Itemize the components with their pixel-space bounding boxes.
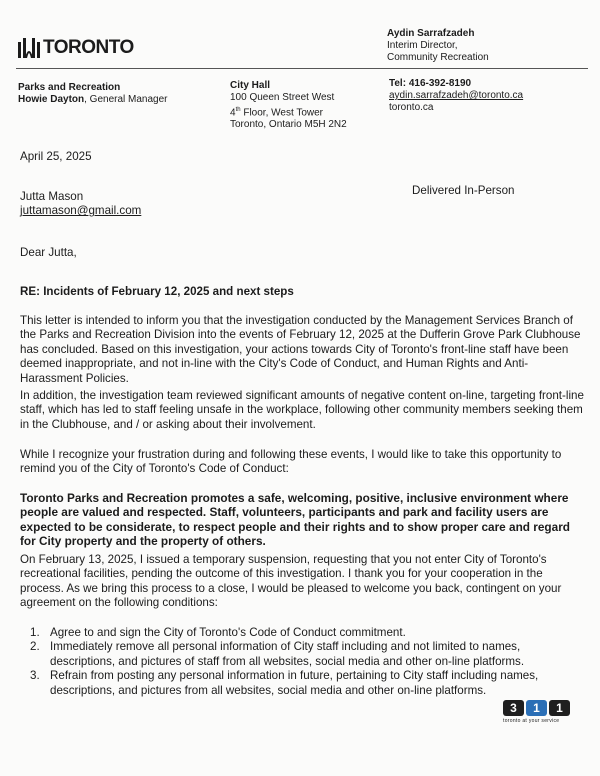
division-block xyxy=(18,82,168,106)
address-line-3: Toronto, Ontario M5H 2N2 xyxy=(230,119,347,131)
manager-name: Howie Dayton xyxy=(18,94,85,105)
code-of-conduct-statement: Toronto Parks and Recreation promotes a safe, welcoming, positive, inclusive environment where people are valued and respected. Staff, volunteers, participants and park and facility users are expected to be considerate, to respect people and their rights and to show proper care and regard for City property and the property of others. xyxy=(20,491,570,549)
manager-title: , General Manager xyxy=(84,94,168,105)
recipient-email-link[interactable]: juttamason@gmail.com xyxy=(20,204,142,218)
badge-tagline: toronto at your service xyxy=(503,718,560,724)
list-number: 3. xyxy=(30,669,40,683)
three-one-one-badge xyxy=(503,700,570,724)
paragraph-online-content xyxy=(20,389,586,432)
division-name: Parks and Recreation xyxy=(18,82,121,93)
delivery-method: Delivered In-Person xyxy=(412,184,515,197)
city-hall-address xyxy=(230,80,347,131)
address-line-1: 100 Queen Street West xyxy=(230,92,335,103)
city-hall-title: City Hall xyxy=(230,80,271,91)
badge-digit: 3 xyxy=(503,700,524,716)
letterhead-divider xyxy=(16,68,588,69)
paragraph-suspension xyxy=(20,553,586,611)
floor-suffix: th xyxy=(235,107,241,113)
sender-title-2: Community Recreation xyxy=(387,52,489,63)
paragraph-reminder xyxy=(20,448,586,477)
paragraph-text: While I recognize your frustration during and following these events, I would like to take this opportunity to remind you of the City of Toronto's Code of Conduct: xyxy=(20,448,562,476)
letter-date: April 25, 2025 xyxy=(20,150,92,163)
subject-line: RE: Incidents of February 12, 2025 and next steps xyxy=(20,285,294,298)
recipient-name: Jutta Mason xyxy=(20,190,84,203)
floor-number: 4 xyxy=(230,107,236,119)
logo-wordmark: TORONTO xyxy=(43,37,134,58)
paragraph-investigation xyxy=(20,314,586,386)
sender-contact xyxy=(389,78,523,114)
salutation: Dear Jutta, xyxy=(20,246,77,259)
address-line-2 xyxy=(230,104,347,119)
city-hall-logo-icon xyxy=(18,36,40,58)
recipient-block xyxy=(20,190,141,219)
list-number: 1. xyxy=(30,626,40,639)
list-item-text: Agree to and sign the City of Toronto's Code of Conduct commitment. xyxy=(50,626,406,639)
sender-email-link[interactable]: aydin.sarrafzadeh@toronto.ca xyxy=(389,90,524,101)
list-number: 2. xyxy=(30,640,40,654)
badge-digit: 1 xyxy=(526,700,547,716)
list-item-text: Refrain from posting any personal information in future, pertaining to City staff including names, descriptions, and pictures from all websites, social media and other on-line platforms. xyxy=(50,669,539,697)
sender-website[interactable]: toronto.ca xyxy=(389,102,434,113)
list-item xyxy=(30,669,586,698)
sender-block xyxy=(387,28,489,64)
paragraph-text: This letter is intended to inform you that the investigation conducted by the Management Services Branch of the Parks and Recreation Division into the events of February 12, 2025 at the Dufferin Grove Park Clubhouse has concluded. Based on this investigation, your actions towards City of Toronto's front-line staff have been deemed inappropriate, and not in-line with the City's Code of Conduct, and Human Rights and Anti-Harassment Policies. xyxy=(20,314,581,385)
sender-title-1: Interim Director, xyxy=(387,40,458,51)
toronto-logo xyxy=(18,36,134,58)
list-item xyxy=(30,640,586,669)
list-item xyxy=(30,626,586,640)
badge-digits xyxy=(503,700,570,716)
paragraph-text: On February 13, 2025, I issued a temporary suspension, requesting that you not enter City of Toronto's recreational facilities, pending the outcome of this investigation. I thank you for your cooperation in the process. As we bring this process to a close, I would be pleased to welcome you back, contingent on your agreement on the following conditions: xyxy=(20,553,562,610)
floor-rest: Floor, West Tower xyxy=(240,107,324,119)
sender-name: Aydin Sarrafzadeh xyxy=(387,28,475,39)
sender-tel: Tel: 416-392-8190 xyxy=(389,78,472,89)
badge-digit: 1 xyxy=(549,700,570,716)
paragraph-text: In addition, the investigation team reviewed significant amounts of negative content on-line, targeting front-line staff, which has led to staff feeling unsafe in the workplace, following other community members seeking them in the Clubhouse, and / or asking about their involvement. xyxy=(20,389,584,431)
conditions-list xyxy=(30,626,586,698)
list-item-text: Immediately remove all personal information of City staff including and not limited to names, descriptions, and pictures of staff from all websites, social media and other on-line platforms. xyxy=(50,640,525,668)
